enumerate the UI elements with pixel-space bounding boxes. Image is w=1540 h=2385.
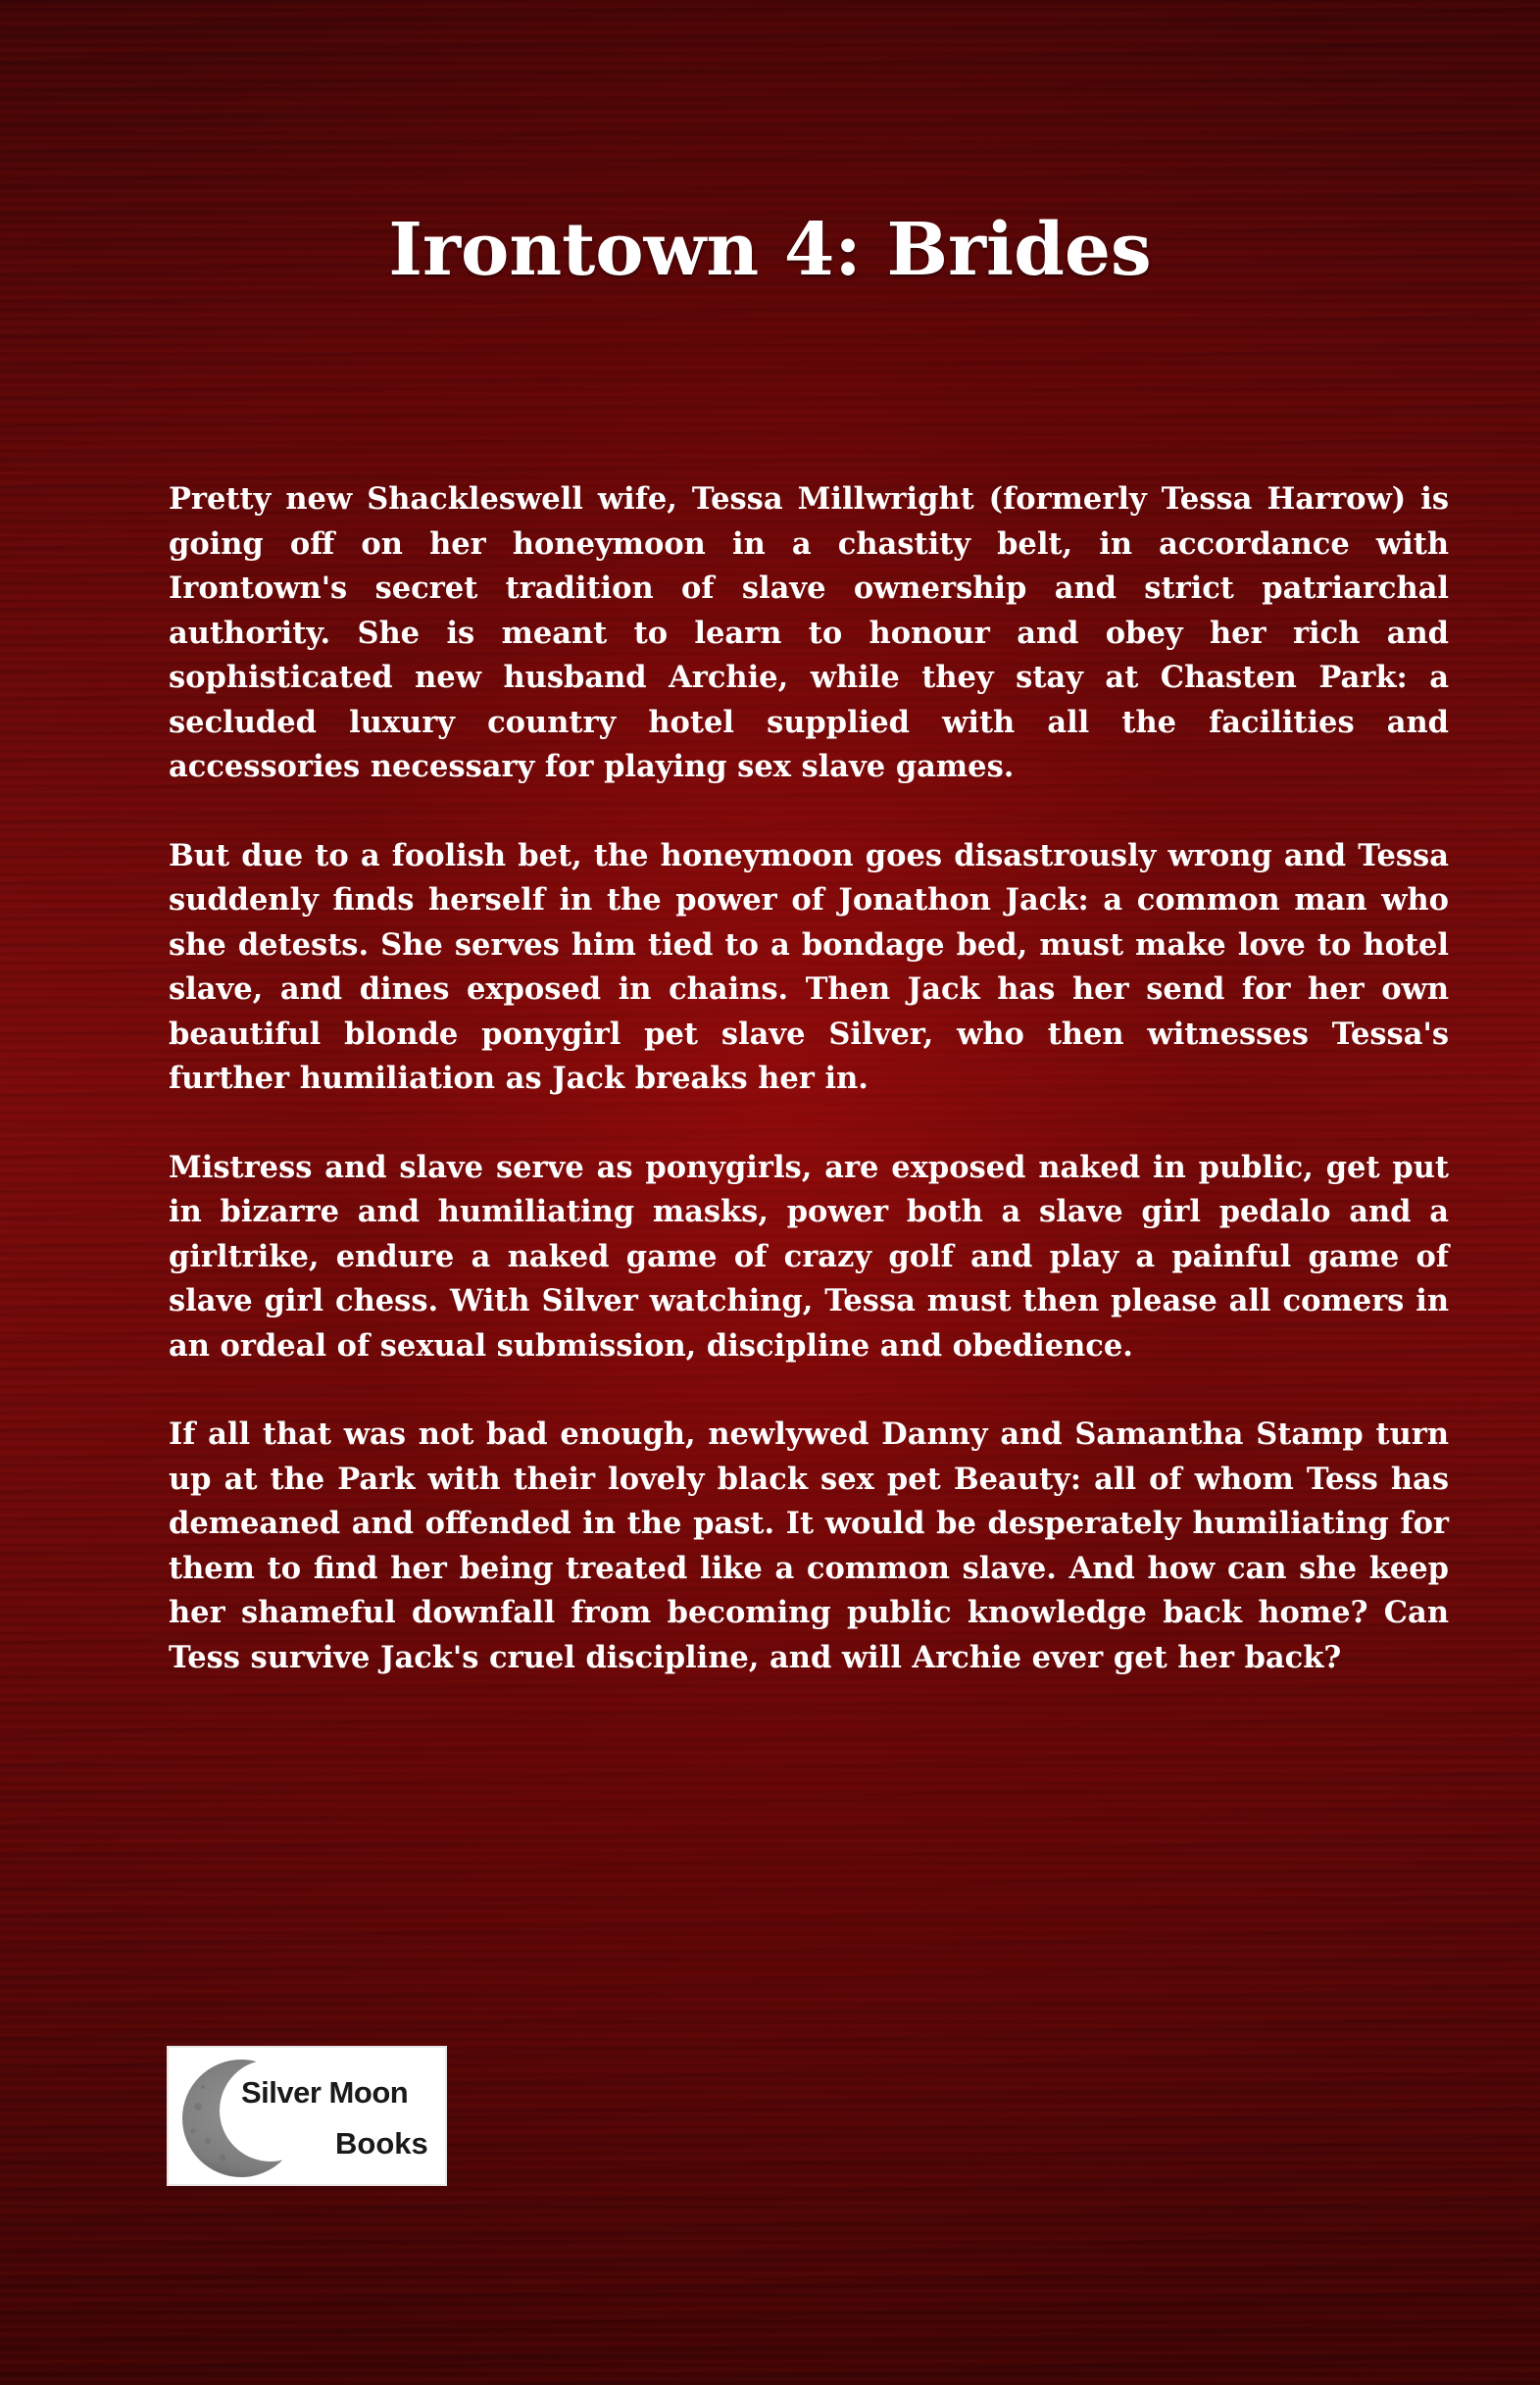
book-title: Irontown 4: Brides: [388, 208, 1152, 292]
blurb-paragraph: Mistress and slave serve as ponygirls, are exposed naked in public, get put in bizarre and humiliating masks, power both a slave girl pedalo and a girltrike, endure a naked game of crazy golf and play a painful game of slave girl chess. With Silver watching, Tessa must then please all comers in an ordeal of sexual submission, discipline and obedience.: [169, 1149, 1449, 1364]
blurb-paragraph: But due to a foolish bet, the honeymoon goes disastrously wrong and Tessa suddenly finds herself in the power of Jonathon Jack: a common man who she detests. She serves him tied to a bondage bed, must make love to hotel slave, and dines exposed in chains. Then Jack has her send for her own beautiful blonde ponygirl pet slave Silver, who then witnesses Tessa's further humiliation as Jack breaks her in.: [169, 837, 1449, 1096]
publisher-name-line1: Silver Moon: [241, 2075, 409, 2110]
publisher-name-line2: Books: [335, 2126, 428, 2161]
blurb-paragraph: Pretty new Shackleswell wife, Tessa Millwright (formerly Tessa Harrow) is going off on her honeymoon in a chastity belt, in accordance with Irontown's secret tradition of slave ownership and strict patriarchal authority. She is meant to learn to honour and obey her rich and sophisticated new husband Archie, while they stay at Chasten Park: a secluded luxury country hotel supplied with all the facilities and accessories necessary for playing sex slave games.: [169, 481, 1449, 784]
crescent-moon-icon: [169, 2048, 447, 2186]
blurb: [169, 477, 1449, 1724]
publisher-logo: [167, 2046, 447, 2186]
blurb-paragraph: If all that was not bad enough, newlywed Danny and Samantha Stamp turn up at the Park with their lovely black sex pet Beauty: all of whom Tess has demeaned and offended in the past. It would be desperately humiliating for them to find her being treated like a common slave. And how can she keep her shameful downfall from becoming public knowledge back home? Can Tess survive Jack's cruel discipline, and will Archie ever get her back?: [169, 1416, 1449, 1675]
